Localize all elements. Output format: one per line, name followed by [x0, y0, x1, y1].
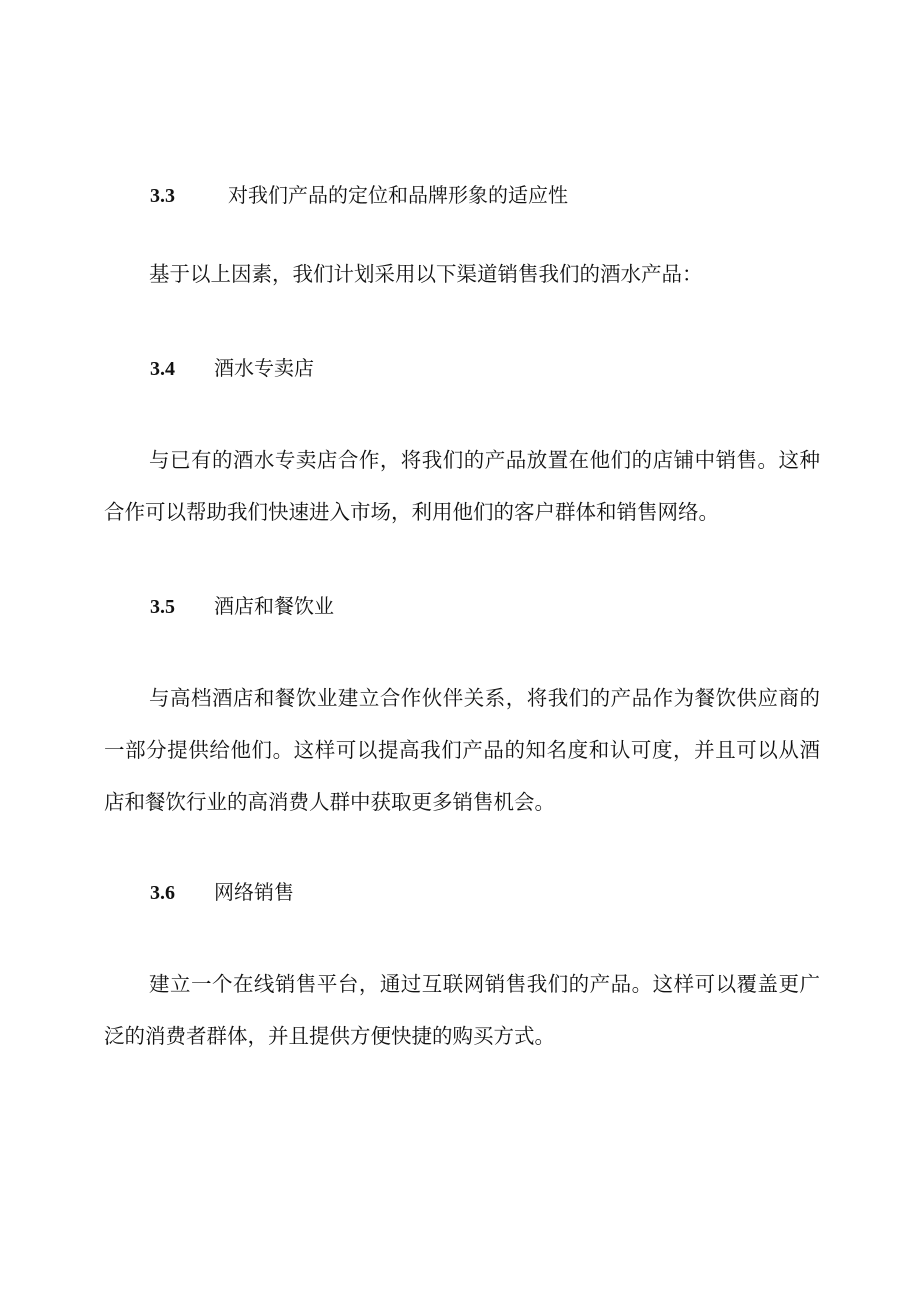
section-number: 3.6 — [150, 882, 175, 904]
liquor-store-paragraph: 与已有的酒水专卖店合作，将我们的产品放置在他们的店铺中销售。这种合作可以帮助我们快速进入市场，利用他们的客户群体和销售网络。 — [104, 448, 820, 524]
section-title: 酒水专卖店 — [214, 356, 314, 380]
section-heading-3-5 — [150, 591, 334, 621]
intro-paragraph: 基于以上因素，我们计划采用以下渠道销售我们的酒水产品： — [149, 262, 703, 286]
section-title: 酒店和餐饮业 — [214, 594, 334, 618]
section-heading-3-3 — [150, 180, 568, 210]
online-sales-paragraph: 建立一个在线销售平台，通过互联网销售我们的产品。这样可以覆盖更广泛的消费者群体，并且提供方便快捷的购买方式。 — [104, 972, 820, 1048]
section-heading-3-4 — [150, 353, 314, 383]
section-number: 3.5 — [150, 596, 175, 618]
hotel-catering-paragraph: 与高档酒店和餐饮业建立合作伙伴关系，将我们的产品作为餐饮供应商的一部分提供给他们。这样可以提高我们产品的知名度和认可度，并且可以从酒店和餐饮行业的高消费人群中获取更多销售机会。 — [104, 686, 820, 814]
section-title: 对我们产品的定位和品牌形象的适应性 — [228, 183, 568, 207]
section-title: 网络销售 — [214, 880, 294, 904]
section-number: 3.3 — [150, 185, 175, 207]
section-number: 3.4 — [150, 358, 175, 380]
section-heading-3-6 — [150, 877, 294, 907]
